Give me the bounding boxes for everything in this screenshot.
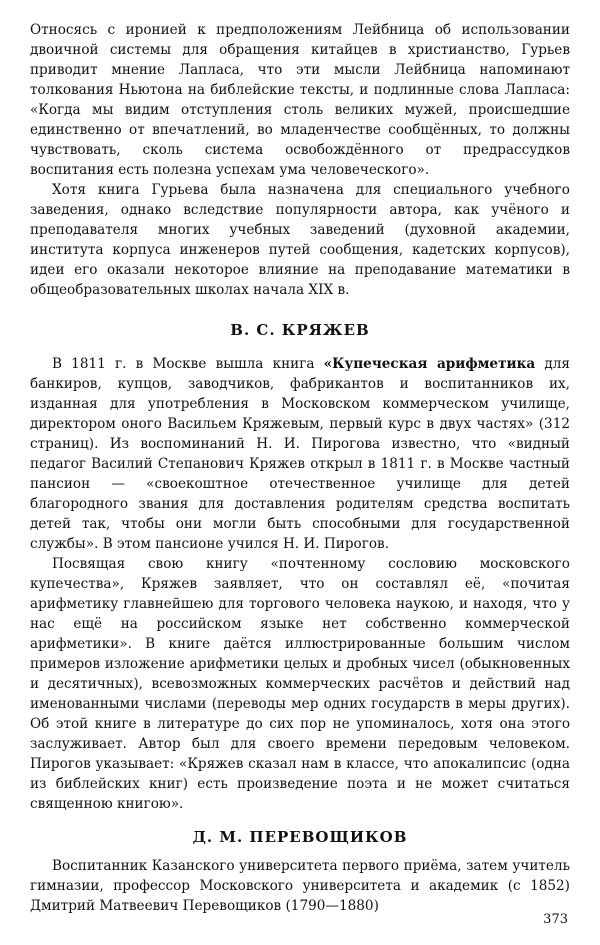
- paragraph-perevoshchikov-intro: Воспитанник Казанского университета первого приёма, затем учитель гимназии, профессор Московского университета и академик (с 1852) Дмитрий Матвеевич Перевощиков (1790—1880): [30, 858, 570, 914]
- page-number: 373: [543, 912, 568, 927]
- paragraph-gurev-laplace: Относясь с иронией к предположениям Лейбница об использовании двоичной системы для обращения китайцев в христианство, Гурьев приводит мнение Лапласа, что эти мысли Лейбница напоминают толкования Ньютона на библейские тексты, и подлинные слова Лапласа: «Когда мы видим отступления столь великих мужей, происшедшие единственно от впечатлений, во младенчестве сообщённых, то должны чувствовать, сколь система освобождённого от предрассудков воспитания есть полезна успехам ума человеческого».: [30, 22, 570, 178]
- paragraph-kryazhev-book-start: В 1811 г. в Москве вышла книга: [52, 356, 324, 372]
- book-title-bold: «Купеческая арифметика: [323, 356, 536, 372]
- paragraph-kryazhev-book: [30, 354, 570, 554]
- page-body: [30, 20, 570, 916]
- section-heading-kryazhev: В. С. КРЯЖЕВ: [230, 321, 370, 339]
- paragraph-kryazhev-book-rest: для банкиров, купцов, заводчиков, фабрикантов и воспитанников их, изданная для употребления в Московском коммерческом училище, директором оного Васильем Кряжевым, первый курс в двух частях» (312 страниц). Из воспоминаний Н. И. Пирогова известно, что «видный педагог Василий Степанович Кряжев открыл в 1811 г. в Москве частный пансион — «своекоштное отечественное училище для детей благородного звания для доставления родителям средства воспитать детей так, чтобы они могли быть способными для государственной службы». В этом пансионе учился Н. И. Пирогов.: [30, 356, 570, 552]
- paragraph-gurev-book-influence: Хотя книга Гурьева была назначена для специального учебного заведения, однако вследствие популярности автора, как учёного и преподавателя многих учебных заведений (духовной академии, института корпуса инженеров путей сообщения, кадетских корпусов), идеи его оказали некоторое влияние на преподавание математики в общеобразовательных школах начала XIX в.: [30, 182, 570, 298]
- section-heading-perevoshchikov: Д. М. ПЕРЕВОЩИКОВ: [192, 828, 408, 846]
- paragraph-kryazhev-dedication: Посвящая свою книгу «почтенному сословию московского купечества», Кряжев заявляет, что он составлял её, «почитая арифметику главнейшею для торгового человека наукою, и находя, что у нас ещё на российском языке нет собственно коммерческой арифметики». В книге даётся иллюстрированные большим числом примеров изложение арифметики целых и дробных чисел (обыкновенных и десятичных), всевозможных коммерческих расчётов и действий над именованными числами (переводы мер одних государств в меры других). Об этой книге в литературе до сих пор не упоминалось, хотя она этого заслуживает. Автор был для своего времени передовым человеком. Пирогов указывает: «Кряжев сказал нам в классе, что апокалипсис (одна из библейских книг) есть произведение поэта и не может считаться священною книгою».: [30, 556, 570, 812]
